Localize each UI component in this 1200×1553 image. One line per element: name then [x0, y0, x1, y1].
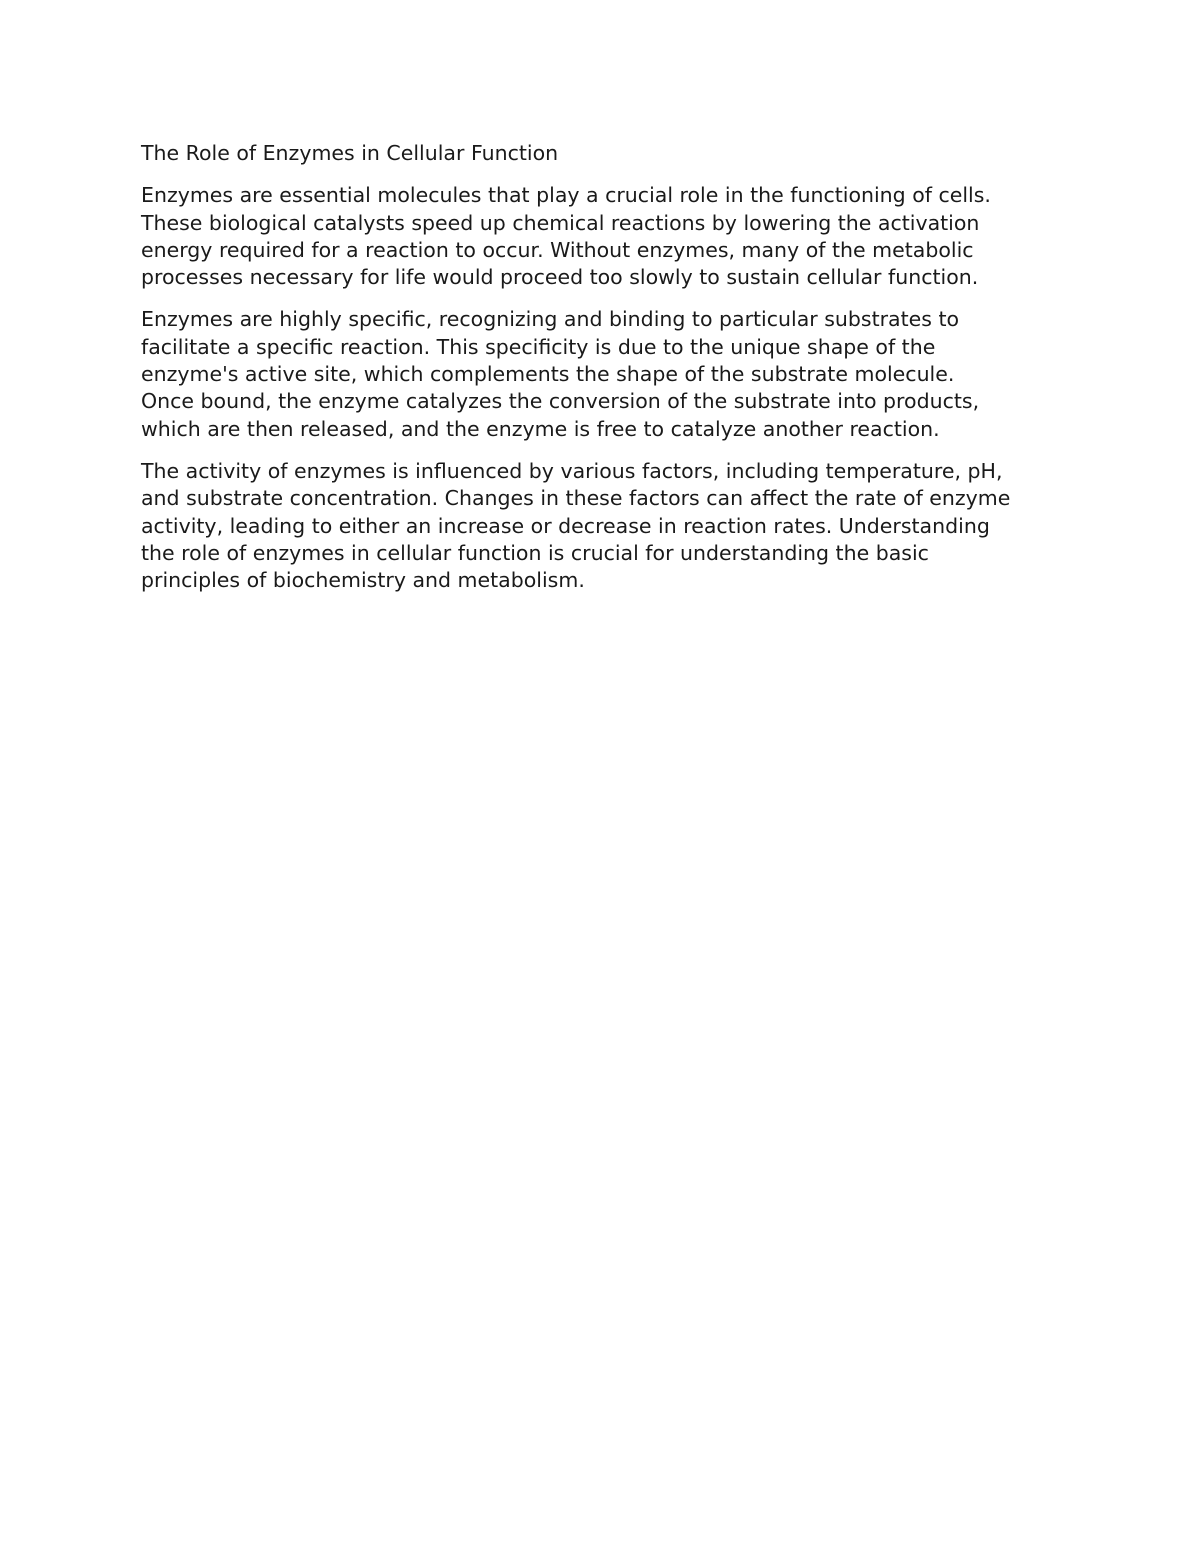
paragraph-line: facilitate a specific reaction. This specificity is due to the unique shape of the — [141, 334, 936, 359]
paragraph-line: The activity of enzymes is influenced by various factors, including temperature, pH, — [141, 458, 1003, 483]
document-body — [141, 140, 1071, 609]
paragraph-line: Once bound, the enzyme catalyzes the conversion of the substrate into products, — [141, 389, 980, 414]
paragraph-line: These biological catalysts speed up chemical reactions by lowering the activation — [141, 210, 980, 235]
paragraph-line: and substrate concentration. Changes in these factors can affect the rate of enzyme — [141, 486, 1011, 511]
paragraph-line: Enzymes are highly specific, recognizing and binding to particular substrates to — [141, 307, 960, 332]
paragraph-line: energy required for a reaction to occur. Without enzymes, many of the metabolic — [141, 237, 974, 262]
paragraph-line: which are then released, and the enzyme is free to catalyze another reaction. — [141, 416, 940, 441]
document-title: The Role of Enzymes in Cellular Function — [141, 141, 559, 165]
paragraph-line: processes necessary for life would proceed too slowly to sustain cellular function. — [141, 265, 979, 290]
paragraph-3 — [141, 458, 1071, 594]
paragraph-line: the role of enzymes in cellular function is crucial for understanding the basic — [141, 540, 929, 565]
paragraph-line: principles of biochemistry and metabolism. — [141, 568, 585, 593]
paragraph-1 — [141, 182, 1071, 291]
paragraph-line: enzyme's active site, which complements the shape of the substrate molecule. — [141, 362, 955, 387]
paragraph-line: activity, leading to either an increase or decrease in reaction rates. Understanding — [141, 513, 990, 538]
paragraph-line: Enzymes are essential molecules that play a crucial role in the functioning of cells. — [141, 183, 991, 208]
paragraph-2 — [141, 306, 1071, 442]
